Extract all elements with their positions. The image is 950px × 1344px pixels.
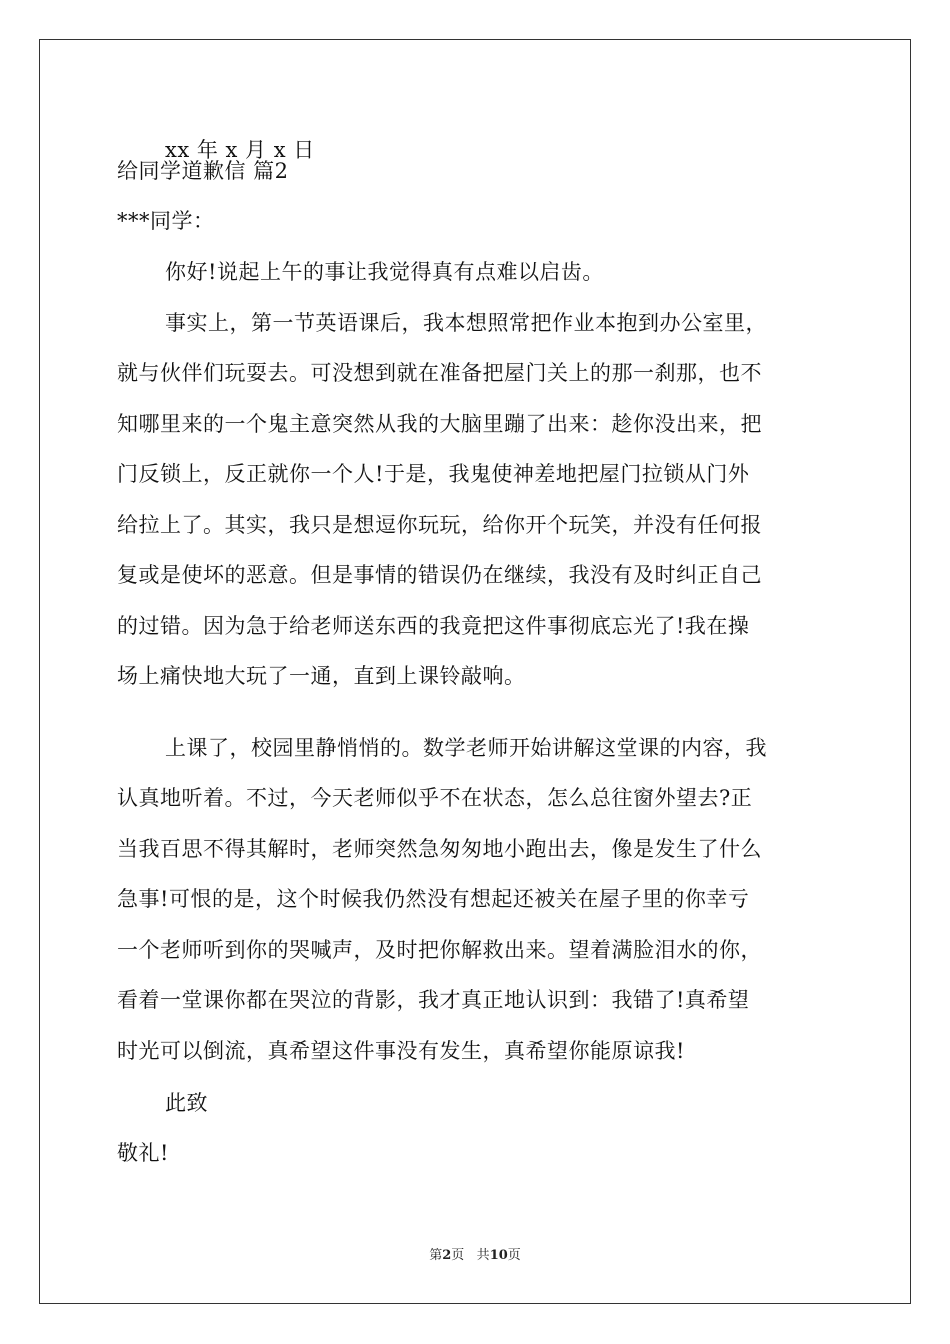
paragraph-line: 事实上，第一节英语课后，我本想照常把作业本抱到办公室里， [165,311,767,335]
salutation: ***同学： [117,209,215,233]
paragraph-line: 的过错。因为急于给老师送东西的我竟把这件事彻底忘光了!我在操 [117,614,750,638]
closing-line-1: 此致 [165,1091,208,1115]
page-number-footer [0,1247,950,1265]
paragraph-line: 时光可以倒流，真希望这件事没有发生，真希望你能原谅我! [117,1039,685,1063]
total-suffix: 页 [507,1248,521,1263]
date-line: xx 年 x 月 x 日 [165,138,315,162]
paragraph-line: 你好!说起上午的事让我觉得真有点难以启齿。 [165,260,604,284]
closing-line-2: 敬礼! [117,1141,169,1165]
paragraph-line: 复或是使坏的恶意。但是事情的错误仍在继续，我没有及时纠正自己 [117,563,762,587]
paragraph-line: 一个老师听到你的哭喊声，及时把你解救出来。望着满脸泪水的你， [117,938,762,962]
paragraph-line: 知哪里来的一个鬼主意突然从我的大脑里蹦了出来：趁你没出来，把 [117,412,762,436]
paragraph-line: 上课了，校园里静悄悄的。数学老师开始讲解这堂课的内容，我 [165,736,767,760]
total-prefix: 共 [476,1248,490,1263]
page-suffix: 页 [451,1248,465,1263]
paragraph-line: 急事!可恨的是，这个时候我仍然没有想起还被关在屋子里的你幸亏 [117,887,750,911]
paragraph-line: 认真地听着。不过，今天老师似乎不在状态，怎么总往窗外望去?正 [117,786,753,810]
paragraph-line: 当我百思不得其解时，老师突然急匆匆地小跑出去，像是发生了什么 [117,837,762,861]
letter-title: 给同学道歉信 篇2 [117,159,289,183]
paragraph-line: 给拉上了。其实，我只是想逗你玩玩，给你开个玩笑，并没有任何报 [117,513,762,537]
page-total: 10 [489,1248,508,1263]
paragraph-line: 门反锁上，反正就你一个人!于是，我鬼使神差地把屋门拉锁从门外 [117,462,750,486]
paragraph-line: 看着一堂课你都在哭泣的背影，我才真正地认识到：我错了!真希望 [117,988,750,1012]
paragraph-line: 场上痛快地大玩了一通，直到上课铃敲响。 [117,664,526,688]
page-current: 2 [442,1248,452,1263]
paragraph-line: 就与伙伴们玩耍去。可没想到就在准备把屋门关上的那一刹那，也不 [117,361,762,385]
page-prefix: 第 [429,1248,443,1263]
